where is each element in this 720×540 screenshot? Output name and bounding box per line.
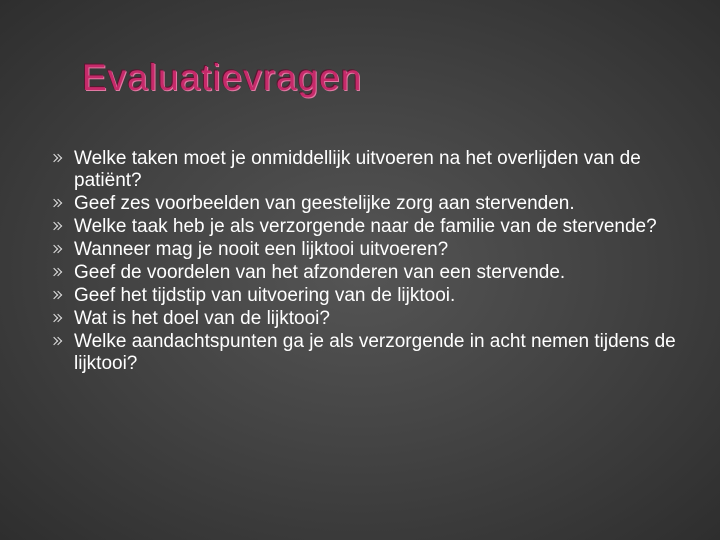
double-chevron-right-icon xyxy=(52,336,62,348)
list-item xyxy=(52,216,702,238)
list-item-text: Wat is het doel van de lijktooi? xyxy=(74,308,330,329)
double-chevron-right-icon xyxy=(52,198,62,210)
list-item-text: Welke taak heb je als verzorgende naar de familie van de stervende? xyxy=(74,216,657,237)
double-chevron-right-icon xyxy=(52,267,62,279)
list-item xyxy=(52,193,702,215)
list-item-text: Geef zes voorbeelden van geestelijke zorg aan stervenden. xyxy=(74,193,575,214)
list-item-text: Geef het tijdstip van uitvoering van de lijktooi. xyxy=(74,285,456,306)
list-item-text: Geef de voordelen van het afzonderen van een stervende. xyxy=(74,262,566,283)
list-item xyxy=(52,285,702,307)
question-list xyxy=(52,148,702,376)
double-chevron-right-icon xyxy=(52,221,62,233)
list-item xyxy=(52,331,702,375)
list-item-text: Welke aandachtspunten ga je als verzorgende in acht nemen tijdens de lijktooi? xyxy=(74,331,676,374)
double-chevron-right-icon xyxy=(52,153,62,165)
double-chevron-right-icon xyxy=(52,313,62,325)
double-chevron-right-icon xyxy=(52,244,62,256)
list-item xyxy=(52,262,702,284)
list-item-text: Welke taken moet je onmiddellijk uitvoeren na het overlijden van de patiënt? xyxy=(74,148,641,191)
list-item xyxy=(52,239,702,261)
list-item-text: Wanneer mag je nooit een lijktooi uitvoeren? xyxy=(74,239,449,260)
list-item xyxy=(52,148,702,192)
slide-title: Evaluatievragen xyxy=(82,57,363,98)
double-chevron-right-icon xyxy=(52,290,62,302)
list-item xyxy=(52,308,702,330)
